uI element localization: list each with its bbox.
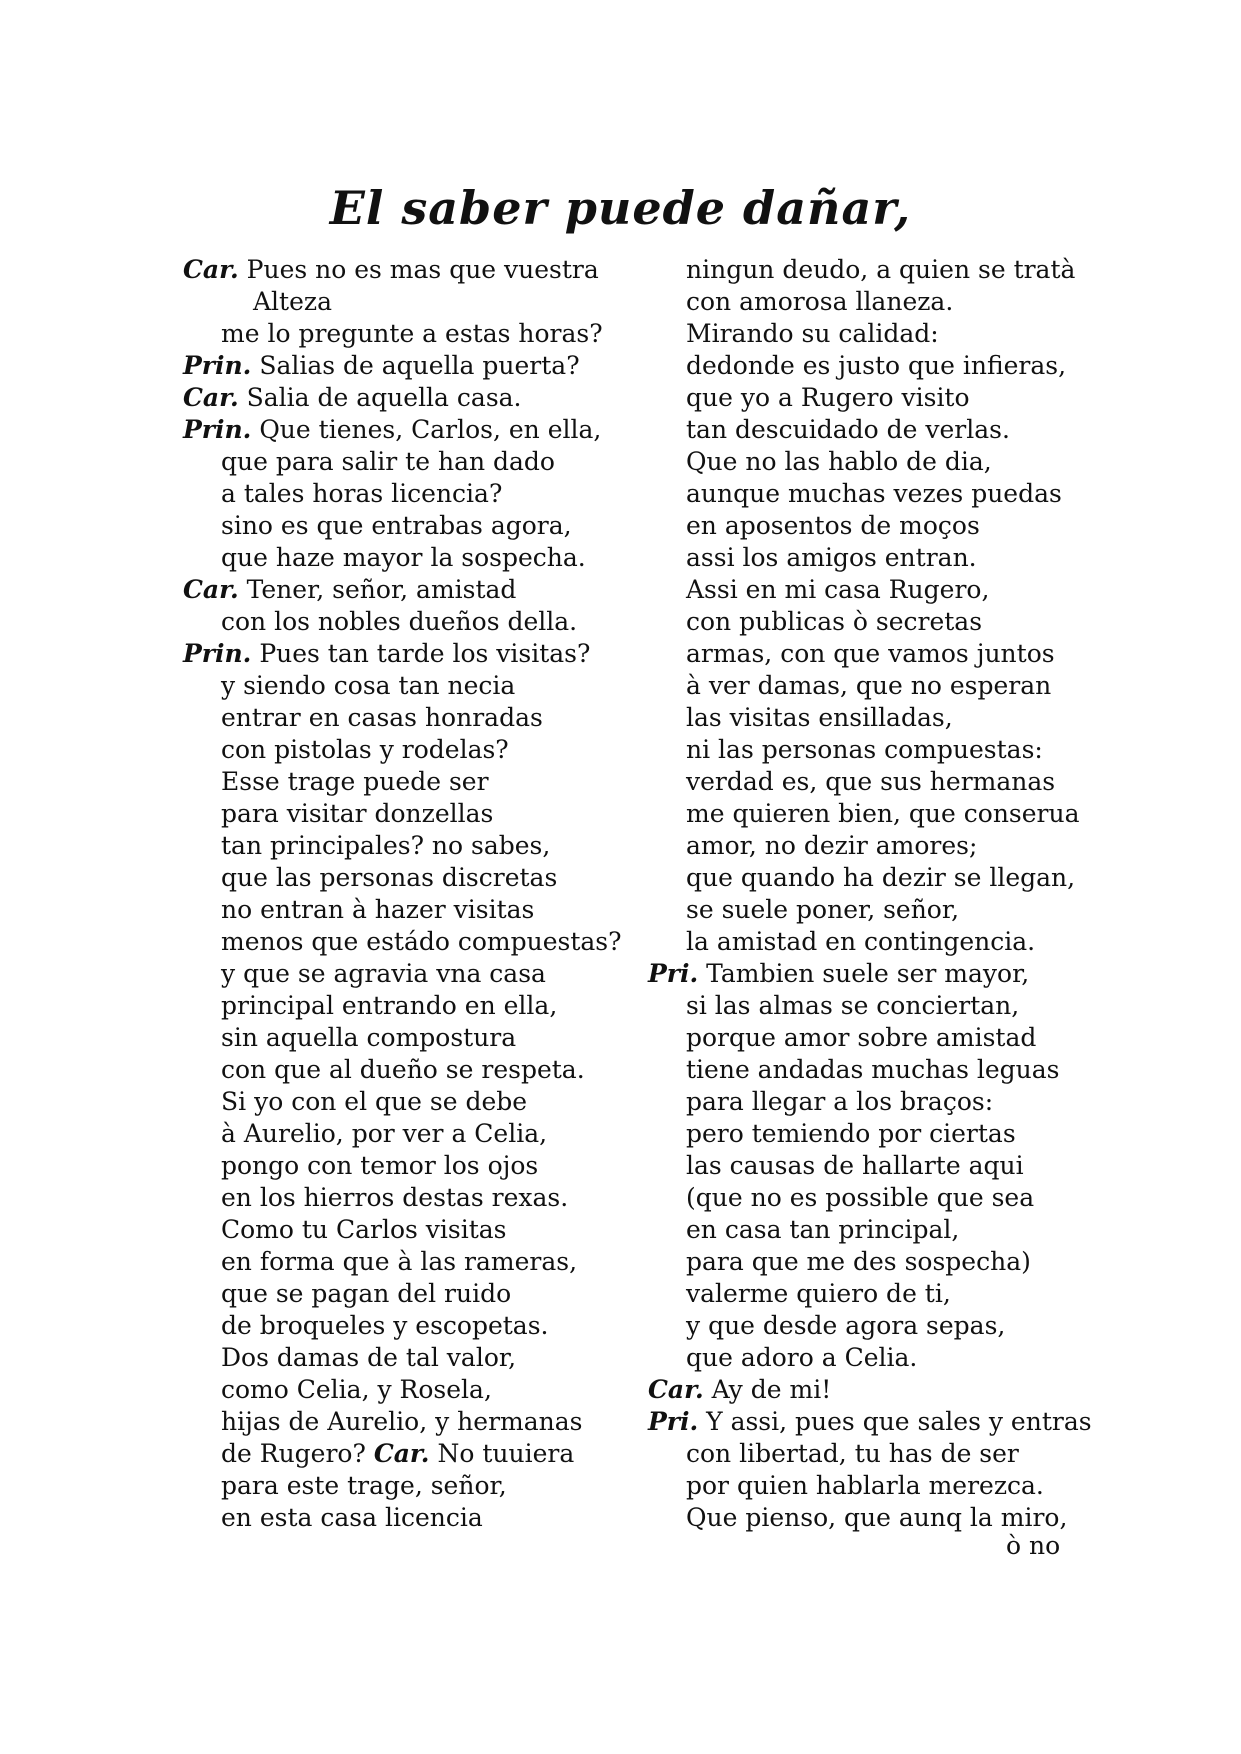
verse-text: Pues no es mas que vuestra	[246, 255, 599, 284]
verse-text: que para salir te han dado	[221, 447, 555, 476]
verse-text: no entran à hazer visitas	[221, 895, 535, 924]
verse-line	[183, 990, 643, 1022]
verse-line	[183, 1502, 643, 1534]
verse-text: principal entrando en ella,	[221, 991, 558, 1020]
verse-line	[648, 414, 1078, 446]
verse-line	[648, 1118, 1078, 1150]
verse-line	[648, 798, 1078, 830]
verse-line	[648, 958, 1078, 990]
verse-line	[648, 286, 1078, 318]
verse-line	[183, 638, 643, 670]
verse-text: con publicas ò secretas	[686, 607, 983, 636]
verse-line	[183, 254, 643, 286]
verse-text: que yo a Rugero visito	[686, 383, 970, 412]
verse-line	[183, 318, 643, 350]
verse-text: Que no las hablo de dia,	[686, 447, 992, 476]
verse-line	[648, 350, 1078, 382]
verse-line	[648, 510, 1078, 542]
verse-text: No tuuiera	[437, 1439, 575, 1468]
verse-line	[183, 1214, 643, 1246]
verse-text: Mirando su calidad:	[686, 319, 939, 348]
verse-line	[183, 1278, 643, 1310]
verse-line	[648, 1310, 1078, 1342]
verse-text: hijas de Aurelio, y hermanas	[221, 1407, 583, 1436]
verse-text: armas, con que vamos juntos	[686, 639, 1055, 668]
verse-line	[183, 670, 643, 702]
verse-line	[183, 606, 643, 638]
verse-text: Esse trage puede ser	[221, 767, 489, 796]
verse-line	[183, 798, 643, 830]
verse-line	[183, 702, 643, 734]
verse-line	[648, 318, 1078, 350]
verse-text: en casa tan principal,	[686, 1215, 960, 1244]
verse-text: (que no es possible que sea	[686, 1183, 1035, 1212]
verse-text: las causas de hallarte aqui	[686, 1151, 1024, 1180]
verse-text: porque amor sobre amistad	[686, 1023, 1037, 1052]
verse-text: dedonde es justo que infieras,	[686, 351, 1067, 380]
verse-line	[183, 478, 643, 510]
right-column	[648, 254, 1092, 1534]
verse-text: que las personas discretas	[221, 863, 558, 892]
verse-text: para este trage, señor,	[221, 1471, 507, 1500]
verse-line	[648, 734, 1078, 766]
verse-line	[183, 830, 643, 862]
verse-text: valerme quiero de ti,	[686, 1279, 951, 1308]
verse-text: en aposentos de moços	[686, 511, 980, 540]
verse-line	[183, 446, 643, 478]
verse-line	[648, 1246, 1078, 1278]
verse-line	[183, 1182, 643, 1214]
verse-text: a tales horas licencia?	[221, 479, 503, 508]
verse-text: amor, no dezir amores;	[686, 831, 978, 860]
verse-line	[648, 478, 1078, 510]
verse-line	[183, 1022, 643, 1054]
verse-line	[183, 1150, 643, 1182]
verse-line	[183, 542, 643, 574]
verse-text: Tener, señor, amistad	[246, 575, 517, 604]
verse-text: ningun deudo, a quien se tratà	[686, 255, 1076, 284]
verse-line	[648, 1150, 1078, 1182]
verse-text: aunque muchas vezes puedas	[686, 479, 1062, 508]
verse-text: Dos damas de tal valor,	[221, 1343, 517, 1372]
verse-line	[648, 1438, 1078, 1470]
verse-line	[648, 1278, 1078, 1310]
verse-line	[183, 894, 643, 926]
verse-line	[648, 830, 1078, 862]
verse-text: que adoro a Celia.	[686, 1343, 918, 1372]
verse-text: para llegar a los braços:	[686, 1087, 994, 1116]
verse-line	[648, 254, 1078, 286]
verse-text: con pistolas y rodelas?	[221, 735, 509, 764]
page-title: El saber puede dañar,	[329, 181, 912, 235]
verse-text: que haze mayor la sospecha.	[221, 543, 586, 572]
verse-text: entrar en casas honradas	[221, 703, 543, 732]
verse-text: me lo pregunte a estas horas?	[221, 319, 603, 348]
verse-text: en esta casa licencia	[221, 1503, 483, 1532]
speaker-label: Pri.	[648, 1407, 699, 1436]
verse-text: tan descuidado de verlas.	[686, 415, 1010, 444]
verse-text: ni las personas compuestas:	[686, 735, 1043, 764]
verse-line	[183, 382, 643, 414]
verse-line	[648, 638, 1078, 670]
speaker-label: Car.	[183, 255, 239, 284]
verse-line	[183, 1118, 643, 1150]
verse-line	[648, 670, 1078, 702]
verse-line	[183, 1086, 643, 1118]
verse-text: pero temiendo por ciertas	[686, 1119, 1016, 1148]
verse-line	[183, 1054, 643, 1086]
verse-text: de broqueles y escopetas.	[221, 1311, 549, 1340]
verse-text: verdad es, que sus hermanas	[686, 767, 1056, 796]
verse-text: las visitas ensilladas,	[686, 703, 953, 732]
speaker-label: Prin.	[183, 639, 252, 668]
verse-text: y que desde agora sepas,	[686, 1311, 1006, 1340]
verse-text: de Rugero?	[221, 1439, 366, 1468]
verse-text: Que pienso, que aunq la miro,	[686, 1503, 1068, 1532]
verse-text: la amistad en contingencia.	[686, 927, 1036, 956]
verse-line	[648, 1214, 1078, 1246]
verse-line	[183, 1438, 643, 1470]
verse-line	[648, 990, 1078, 1022]
verse-line	[183, 1470, 643, 1502]
verse-line	[648, 862, 1078, 894]
verse-line	[648, 1054, 1078, 1086]
verse-text: Y assi, pues que sales y entras	[706, 1407, 1092, 1436]
verse-text: si las almas se conciertan,	[686, 991, 1020, 1020]
verse-line	[183, 1310, 643, 1342]
verse-text: Salias de aquella puerta?	[259, 351, 580, 380]
verse-text: tan principales? no sabes,	[221, 831, 551, 860]
verse-line	[183, 862, 643, 894]
verse-text: Como tu Carlos visitas	[221, 1215, 507, 1244]
verse-line	[648, 574, 1078, 606]
verse-line	[648, 446, 1078, 478]
verse-line	[183, 958, 643, 990]
verse-text: à Aurelio, por ver a Celia,	[221, 1119, 548, 1148]
verse-text: que se pagan del ruido	[221, 1279, 512, 1308]
verse-line	[648, 894, 1078, 926]
verse-text: pongo con temor los ojos	[221, 1151, 539, 1180]
verse-line	[648, 766, 1078, 798]
verse-line	[648, 542, 1078, 574]
speaker-label: Car.	[183, 575, 239, 604]
verse-line	[648, 1086, 1078, 1118]
verse-text: y siendo cosa tan necia	[221, 671, 516, 700]
verse-line	[183, 734, 643, 766]
verse-text: como Celia, y Rosela,	[221, 1375, 492, 1404]
verse-line	[183, 1246, 643, 1278]
speaker-label: Car.	[373, 1439, 430, 1468]
verse-line	[648, 1374, 1078, 1406]
verse-text: Salia de aquella casa.	[246, 383, 522, 412]
verse-text: sino es que entrabas agora,	[221, 511, 572, 540]
speaker-label: Car.	[648, 1375, 704, 1404]
verse-line	[183, 510, 643, 542]
speaker-label: Prin.	[183, 351, 252, 380]
verse-text: assi los amigos entran.	[686, 543, 977, 572]
verse-line	[183, 574, 643, 606]
verse-line	[648, 1182, 1078, 1214]
verse-text: con los nobles dueños della.	[221, 607, 578, 636]
verse-line	[648, 1342, 1078, 1374]
verse-text: menos que estádo compuestas?	[221, 927, 622, 956]
verse-text: en forma que à las rameras,	[221, 1247, 578, 1276]
verse-text: me quieren bien, que conserua	[686, 799, 1080, 828]
verse-line	[648, 1470, 1078, 1502]
verse-line	[183, 286, 643, 318]
verse-text: en los hierros destas rexas.	[221, 1183, 569, 1212]
verse-text: y que se agravia vna casa	[221, 959, 546, 988]
verse-text: se suele poner, señor,	[686, 895, 960, 924]
verse-text: con libertad, tu has de ser	[686, 1439, 1019, 1468]
catchword: ò no	[1006, 1531, 1061, 1560]
verse-text: Assi en mi casa Rugero,	[686, 575, 990, 604]
verse-line	[183, 766, 643, 798]
verse-line	[183, 1342, 643, 1374]
verse-line	[648, 382, 1078, 414]
speaker-label: Car.	[183, 383, 239, 412]
verse-text: para visitar donzellas	[221, 799, 494, 828]
verse-text: Pues tan tarde los visitas?	[259, 639, 591, 668]
verse-text: Alteza	[253, 287, 332, 316]
verse-text: con amorosa llaneza.	[686, 287, 954, 316]
verse-line	[183, 926, 643, 958]
verse-text: Si yo con el que se debe	[221, 1087, 528, 1116]
verse-text: que quando ha dezir se llegan,	[686, 863, 1076, 892]
verse-line	[648, 1022, 1078, 1054]
verse-line	[648, 606, 1078, 638]
verse-text: à ver damas, que no esperan	[686, 671, 1052, 700]
verse-line	[183, 1406, 643, 1438]
verse-text: Ay de mi!	[711, 1375, 832, 1404]
verse-line	[648, 926, 1078, 958]
verse-text: Que tienes, Carlos, en ella,	[259, 415, 602, 444]
verse-text: Tambien suele ser mayor,	[706, 959, 1030, 988]
verse-line	[183, 1374, 643, 1406]
verse-text: por quien hablarla merezca.	[686, 1471, 1044, 1500]
verse-line	[648, 1406, 1092, 1438]
verse-text: para que me des sospecha)	[686, 1247, 1031, 1276]
verse-text: con que al dueño se respeta.	[221, 1055, 585, 1084]
verse-line	[183, 350, 643, 382]
left-column	[183, 254, 643, 1534]
verse-line	[648, 702, 1078, 734]
verse-text: tiene andadas muchas leguas	[686, 1055, 1060, 1084]
verse-line	[183, 414, 643, 446]
speaker-label: Prin.	[183, 415, 252, 444]
verse-text: sin aquella compostura	[221, 1023, 517, 1052]
speaker-label: Pri.	[648, 959, 699, 988]
